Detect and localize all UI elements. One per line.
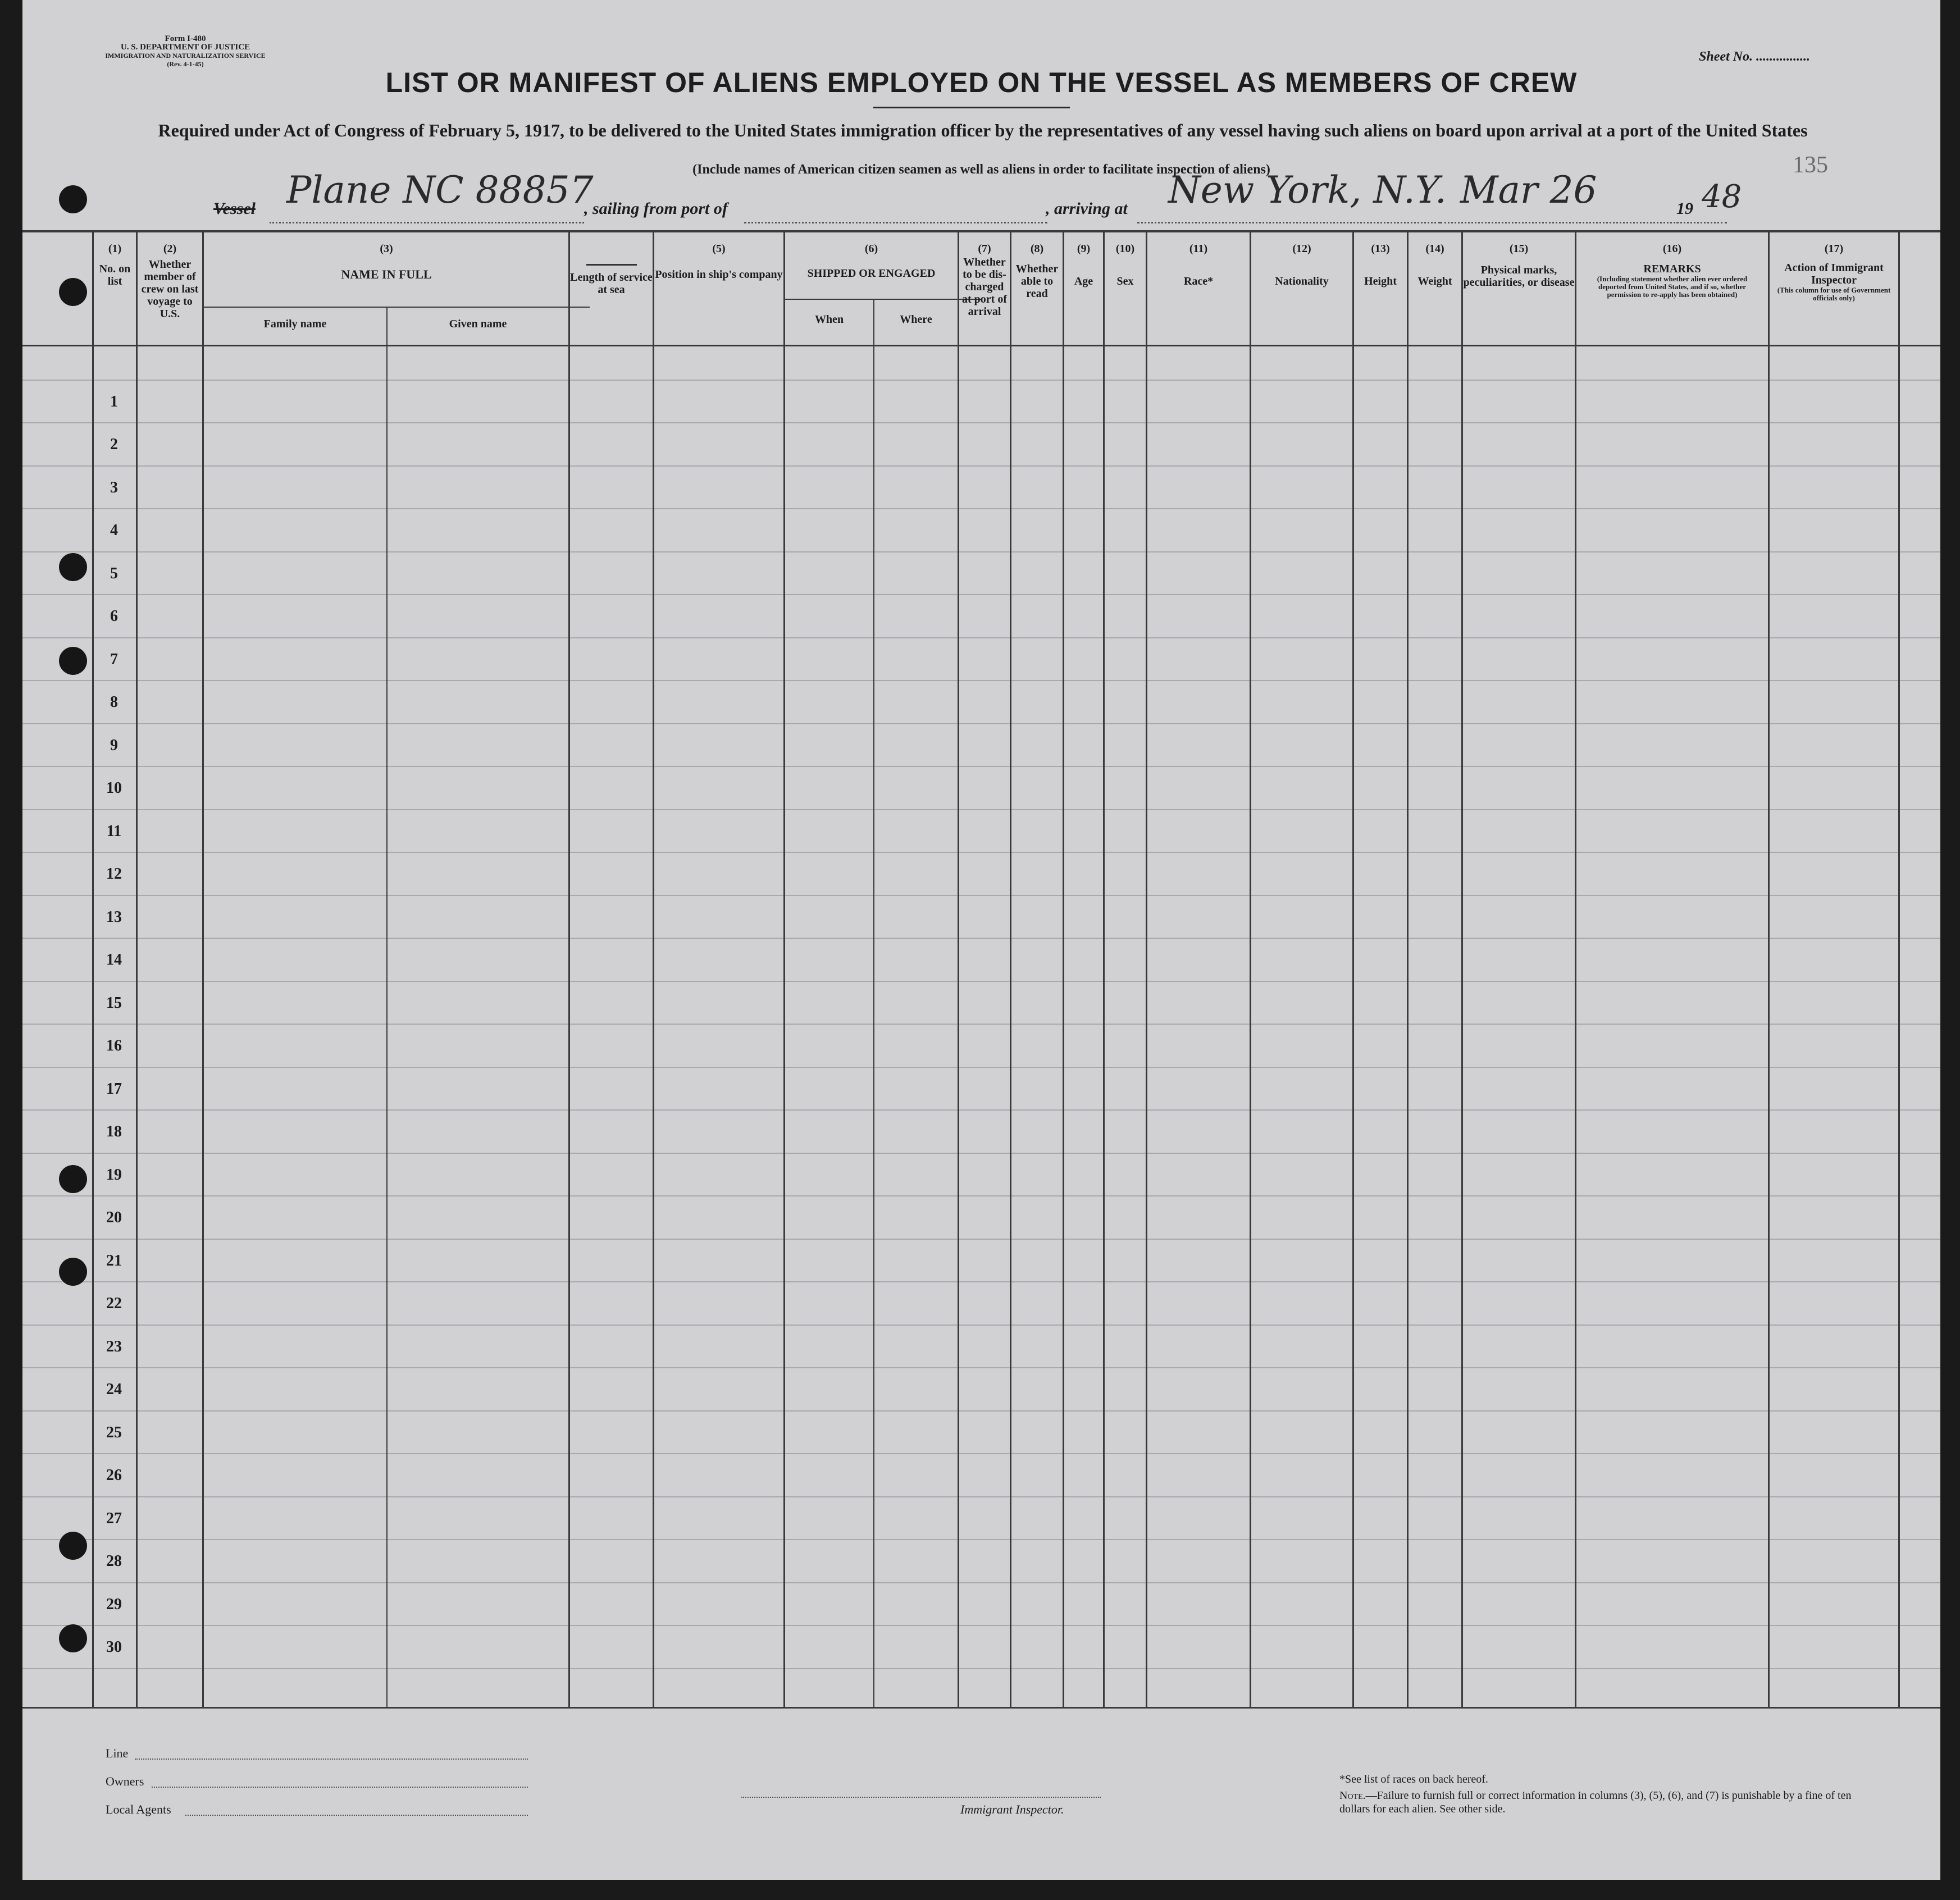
row-number: 8 [110,693,118,711]
inspector-dotline [741,1797,1101,1798]
title-underline [873,107,1070,108]
family-name-header: Family name [263,318,327,330]
races-note: *See list of races on back hereof. [1339,1773,1488,1785]
sailing-label: , sailing from port of [584,199,728,218]
form-id-block [95,35,275,68]
row-number: 13 [106,908,122,926]
given-name-header: Given name [449,318,507,330]
local-agents-label: Local Agents [106,1802,171,1816]
col-4-header: Length of service at sea [570,264,653,296]
row-number: 14 [106,951,122,969]
stamp-number: 135 [1793,152,1828,178]
agents-dotline [185,1815,528,1816]
row-number: 17 [106,1080,122,1098]
col-15-header: (15) Physical marks, peculiarities, or disease [1463,243,1575,289]
row-number: 27 [106,1510,122,1527]
penalty-note [1339,1789,1873,1816]
col-2-header: (2) Whether member of crew on last voyage to U.S. [141,243,199,320]
col-16-header: (16) REMARKS (Including statement whether alien ever ordered deported from United States, and if so, whether permission to re-apply has been obtained) [1597,243,1748,299]
subtitle: Required under Act of Congress of February 5, 1917, to be delivered to the United States immigration officer by the representatives of any vessel having such aliens on board upon arrival at a port of the United States [158,120,1808,140]
row-number: 25 [106,1424,122,1441]
col-12-header: (12) Nationality [1275,243,1329,287]
row-number: 3 [110,479,118,496]
vessel-name: Plane NC 88857 [286,168,594,212]
row-number: 26 [106,1467,122,1484]
col-1-header: (1) No. on list [99,243,131,287]
row-number: 15 [106,994,122,1012]
col-9-header: (9) Age [1074,243,1093,287]
row-number: 6 [110,608,118,625]
shipped-when-header: When [814,313,844,326]
owners-dotline [152,1787,528,1788]
vessel-dotline [270,222,584,223]
row-number: 19 [106,1166,122,1184]
year-value: 48 [1702,179,1742,215]
row-number: 11 [106,823,122,840]
form-number: Form I-480 [165,34,206,43]
shipped-where-header: Where [900,313,932,326]
row-number: 9 [110,737,118,754]
row-number: 1 [110,393,118,410]
col-14-header: (14) Weight [1417,243,1452,287]
page-title: LIST OR MANIFEST OF ALIENS EMPLOYED ON THE VESSEL AS MEMBERS OF CREW [385,67,1578,98]
col-8-header: (8) Whether able to read [1015,243,1059,300]
row-number: 20 [106,1209,122,1226]
table-top-border [22,230,1940,232]
sheet-number-label: Sheet No. ................ [1699,49,1810,64]
col-6-header: (6) SHIPPED OR ENGAGED [807,243,936,280]
owners-label: Owners [106,1774,144,1788]
name-subheader-line [202,307,590,308]
header-bottom-border [22,345,1940,346]
manifest-sheet [22,0,1940,1880]
note-text: —Failure to furnish full or correct information in columns (3), (5), (6), and (7) is punishable by a fine of ten dollars for each alien. See other side. [1339,1789,1852,1815]
arrival-date: Mar 26 [1460,168,1597,212]
line-label: Line [106,1746,129,1760]
col-5-header: (5) Position in ship's company [655,243,783,281]
row-number: 7 [110,651,118,668]
row-number: 2 [110,436,118,453]
col-17-header: (17) Action of Immigrant Inspector (This column for use of Government officials only) [1777,243,1891,302]
arriving-label: , arriving at [1046,199,1128,218]
year-prefix: 19 [1676,199,1693,218]
line-dotline [135,1759,528,1760]
date-dotline [1441,222,1682,223]
arriving-dotline [1137,222,1441,223]
row-number: 18 [106,1123,122,1140]
include-note: (Include names of American citizen seamen as well as aliens in order to facilitate inspection of aliens) [692,162,1270,177]
sailing-dotline [744,222,1047,223]
inspector-label: Immigrant Inspector. [960,1802,1064,1816]
row-number: 12 [106,865,122,883]
arriving-port: New York, N.Y. [1168,168,1447,212]
row-number: 4 [110,522,118,539]
row-number: 23 [106,1338,122,1355]
service: IMMIGRATION AND NATURALIZATION SERVICE [105,52,266,60]
col-11-header: (11) Race* [1183,243,1214,287]
note-label: Note. [1339,1789,1366,1802]
col-10-header: (10) Sex [1115,243,1135,287]
col-7-header: (7) Whether to be dis-charged at port of arrival [962,243,1007,318]
col-13-header: (13) Height [1364,243,1397,287]
row-number: 21 [106,1252,122,1269]
row-number: 22 [106,1295,122,1312]
row-number: 16 [106,1037,122,1054]
department: U. S. DEPARTMENT OF JUSTICE [120,43,250,52]
row-number: 28 [106,1552,122,1570]
row-number: 29 [106,1596,122,1613]
row-number: 5 [110,565,118,582]
year-dotline [1676,222,1727,223]
col-3-header: (3) NAME IN FULL [341,243,432,281]
table-bottom-border [22,1707,1940,1709]
row-number: 10 [106,779,122,797]
shipped-subheader-line [783,299,981,300]
vessel-label: Vessel [213,199,256,218]
row-number: 24 [106,1381,122,1398]
row-number: 30 [106,1638,122,1656]
revision: (Rev. 4-1-45) [167,60,204,68]
